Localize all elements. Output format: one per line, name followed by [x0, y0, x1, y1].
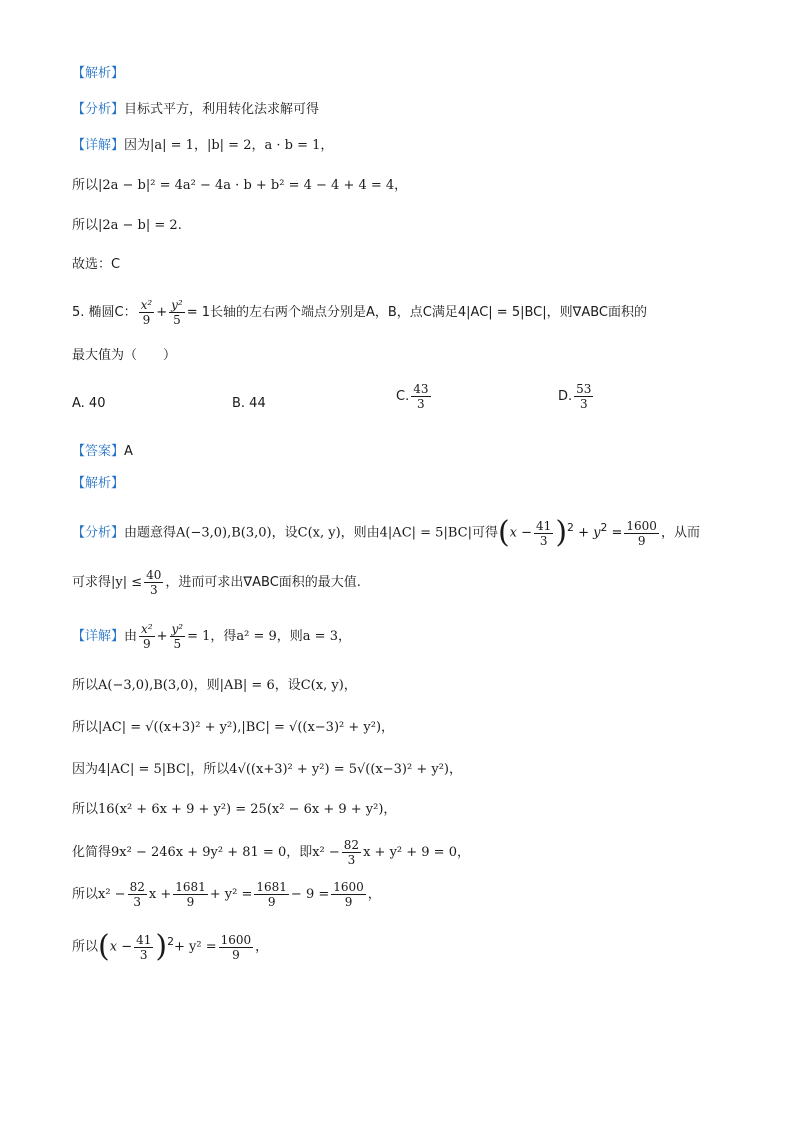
fraction-1681-over-9: $\frac{1681}{9}$	[175, 880, 206, 909]
equation-line-7: 化简得9x² − 246x + 9y² + 81 = 0，即x² − $\frac{82}{3}$ x + y² + 9 = 0，	[72, 838, 470, 867]
fraction-53-over-3: $\frac{53}{3}$	[576, 382, 592, 411]
equation-line-2	[72, 216, 182, 236]
fraction-x2-over-9: $\frac{\text{x²}}{9}$	[140, 298, 153, 327]
fraction-1600-over-9: $\frac{1600}{9}$	[220, 932, 252, 962]
answer-tag: 【答案】	[72, 444, 125, 459]
analysis-line-2: 【分析】由题意得A(−3,0),B(3,0)，设C(x, y)，则由4|AC| = 5|BC|可得(x − $\frac{41}{3}$ )$^2 + y^2$ = $\frac{1600}{9}$ ，从而	[72, 515, 700, 550]
answer-line	[72, 442, 133, 462]
analysis-line-2b: 可求得|y| ≤ $\frac{40}{3}$ ，进而可求出∇ABC面积的最大值.	[72, 568, 361, 597]
fraction-41-over-3: $\frac{41}{3}$	[536, 518, 552, 548]
question-tail: 最大值为（ ）	[72, 348, 177, 363]
answer-value: A	[124, 444, 133, 459]
fraction-82-over-3: $\frac{82}{3}$	[343, 838, 360, 867]
fraction-1600-over-9: $\frac{1600}{9}$	[333, 880, 364, 909]
detail-line-2: 【详解】由 $\frac{\text{x²}}{9}$ + $\frac{\text{y²}}{5}$ = 1，得a² = 9，则a = 3，	[72, 622, 351, 651]
equation-line-6: 所以16(x² + 6x + 9 + y²) = 25(x² − 6x + 9 + y²)，	[72, 802, 397, 817]
analysis-text: 由题意得A(−3,0),B(3,0)，设C(x, y)，则由4|AC| = 5|BC|可得	[124, 525, 498, 541]
section-jiexi-2	[72, 474, 124, 494]
fraction-41-over-3: $\frac{41}{3}$	[136, 932, 152, 962]
fraction-82-over-3: $\frac{82}{3}$	[129, 880, 145, 909]
choice-line	[72, 255, 120, 275]
section-jiexi-1	[72, 64, 124, 84]
detail-line-1	[72, 136, 333, 156]
choice-text: 故选：C	[72, 257, 121, 272]
analysis-text: 目标式平方，利用转化法求解可得	[124, 102, 320, 117]
equation-line-1	[72, 176, 407, 196]
equation-line-3: 所以A(−3,0),B(3,0)，则|AB| = 6，设C(x, y)，	[72, 678, 357, 693]
fraction-y2-over-5: $\frac{\text{y²}}{5}$	[171, 622, 184, 651]
equation-line-4: 所以|AC| = √((x+3)² + y²),|BC| = √((x−3)² + y²)，	[72, 720, 395, 735]
equation-line-9: 所以(x − $\frac{41}{3}$ )$^2$+ y² = $\frac{1600}{9}$ ，	[72, 929, 269, 964]
detail-text: 因为|a| = 1，|b| = 2，a · b = 1，	[124, 138, 334, 153]
option-b[interactable]: B. 44	[232, 396, 266, 411]
option-c[interactable]: C. $\frac{43}{3}$	[396, 382, 429, 411]
question-body: 长轴的左右两个端点分别是A，B，点C满足4|AC| = 5|BC|，则∇ABC面积的	[210, 305, 647, 320]
equation-text: 所以|2a − b|² = 4a² − 4a · b + b² = 4 − 4 + 4 = 4，	[72, 178, 408, 193]
question-prefix: 5. 椭圆C：	[72, 305, 137, 320]
fraction-y2-over-5: $\frac{\text{y²}}{5}$	[171, 298, 183, 327]
question-5-cont	[72, 346, 176, 366]
question-5: 5. 椭圆C： $\frac{\text{x²}}{9}$ + $\frac{\text{y²}}{5}$ = 1长轴的左右两个端点分别是A，B，点C满足4|AC| = 5|BC|，则∇ABC面积的	[72, 298, 647, 327]
equation-line-5: 因为4|AC| = 5|BC|，所以4√((x+3)² + y²) = 5√((x−3)² + y²)，	[72, 762, 462, 777]
fraction-43-over-3: $\frac{43}{3}$	[413, 382, 429, 411]
fraction-x2-over-9: $\frac{\text{x²}}{9}$	[141, 622, 153, 651]
detail-tag: 【详解】	[72, 138, 125, 153]
option-d[interactable]: D. $\frac{53}{3}$	[558, 382, 592, 411]
detail-tag: 【详解】	[72, 629, 125, 644]
analysis-tag: 【分析】	[72, 102, 125, 117]
analysis-line-1	[72, 100, 319, 120]
analysis-tag: 【分析】	[72, 525, 125, 541]
fraction-40-over-3: $\frac{40}{3}$	[146, 568, 162, 597]
equation-text: 所以|2a − b| = 2.	[72, 218, 182, 233]
option-a[interactable]: A. 40	[72, 396, 106, 411]
fraction-1681-over-9: $\frac{1681}{9}$	[256, 880, 287, 909]
jiexi-tag: 【解析】	[72, 476, 125, 491]
equation-line-8: 所以x² − $\frac{82}{3}$ x + $\frac{1681}{9}$ + y² = $\frac{1681}{9}$ − 9 = $\frac{1600}{9}$ ，	[72, 880, 381, 909]
fraction-1600-over-9: $\frac{1600}{9}$	[626, 518, 657, 548]
jiexi-tag: 【解析】	[72, 66, 125, 81]
